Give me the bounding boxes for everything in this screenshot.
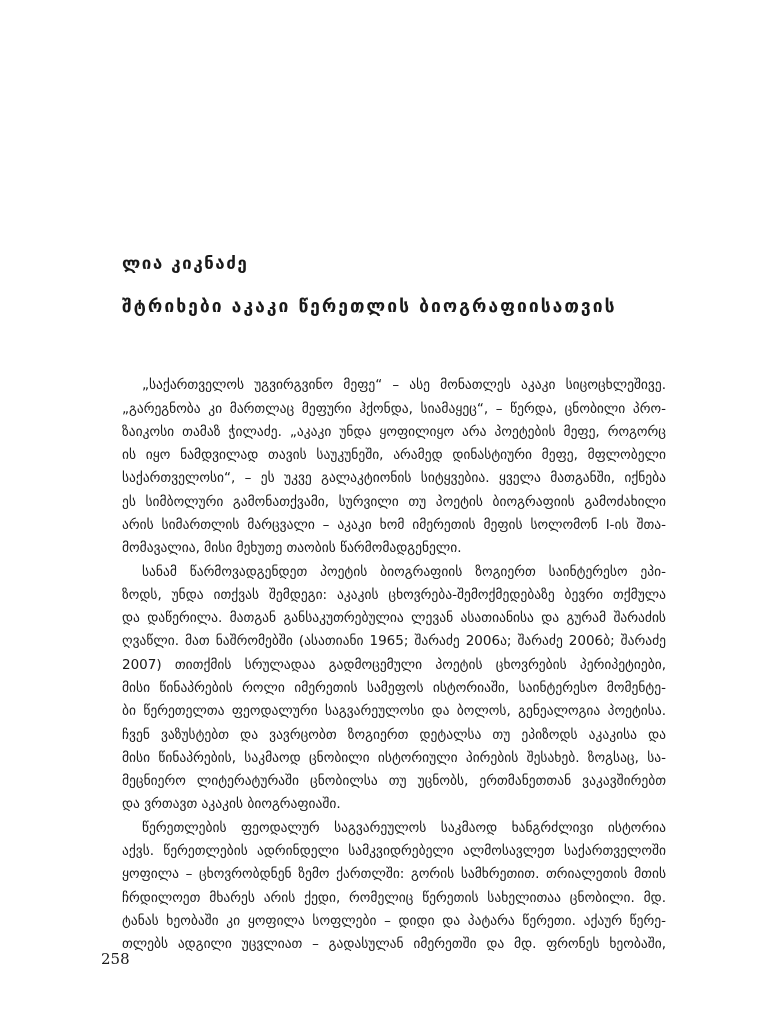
text-line: ჩრდილოეთ მხარეს არის ქედი, რომელიც წერეთის სახელითაა ცნობილი. მდ. — [122, 890, 666, 906]
text-line: ზოდს, უნდა ითქვას შემდეგი: აკაკის ცხოვრება-შემოქმედებაზე ბევრი თქმულა — [122, 587, 666, 603]
text-line: მისი წინაპრების როლი იმერეთის სამეფოს ისტორიაში, საინტერესო მომენტე- — [122, 680, 666, 696]
text-line: თლებს ადგილი უცვლიათ – გადასულან იმერეთში და მდ. ფრონეს ხეობაში, — [122, 936, 666, 952]
text-line: მომავალია, მისი მეხუთე თაობის წარმომადგენელი. — [122, 540, 462, 556]
text-line: „გარეგნობა კი მართლაც მეფური ჰქონდა, სიამაყეც“, – წერდა, ცნობილი პრო- — [122, 401, 666, 417]
text-line: ეს სიმბოლური გამონათქვამი, სურვილი თუ პოეტის ბიოგრაფიის გამოძახილი — [122, 494, 666, 510]
text-line: ტანას ხეობაში კი ყოფილა სოფლები – დიდი და პატარა წერეთი. აქაურ წერე- — [122, 913, 666, 929]
text-line: და დაწერილა. მათგან განსაკუთრებულია ლევან ასათიანისა და გურამ შარაძის — [122, 610, 666, 626]
text-line: ღვაწლი. მათ ნაშრომებში (ასათიანი 1965; შარაძე 2006ა; შარაძე 2006ბ; შარაძე — [122, 633, 666, 649]
text-line: ჩვენ ვაზუსტებთ და ვავრცობთ ზოგიერთ დეტალსა თუ ეპიზოდს აკაკისა და — [122, 727, 666, 743]
text-line: ის იყო ნამდვილად თავის საუკუნეში, არამედ დინასტიური მეფე, მფლობელი — [122, 447, 666, 463]
text-line: „საქართველოს უგვირგვინო მეფე“ – ასე მონათლეს აკაკი სიცოცხლეშივე. — [142, 377, 666, 393]
text-line: წერეთლების ფეოდალურ საგვარეულოს საკმაოდ ხანგრძლივი ისტორია — [142, 820, 666, 836]
author-name: ლია კიკნაძე — [122, 254, 249, 274]
text-line: საქართველოსი“, – ეს უკვე გალაკტიონის სიტყვებია. ყველა მათგანში, იქნება — [122, 470, 666, 486]
article-title: შტრიხები აკაკი წერეთლის ბიოგრაფიისათვის — [122, 297, 617, 317]
text-line: მისი წინაპრების, საკმაოდ ცნობილი ისტორიული პირების შესახებ. ზოგსაც, სა- — [122, 750, 666, 766]
text-line: ზაიკოსი თამაზ ჭილაძე. „აკაკი უნდა ყოფილიყო არა პოეტების მეფე, როგორც — [122, 424, 666, 440]
text-line: მეცნიერო ლიტერატურაში ცნობილსა თუ უცნობს, ერთმანეთთან ვაკავშირებთ — [122, 773, 666, 789]
text-line: ყოფილა – ცხოვრობდნენ ზემო ქართლში: გორის სამხრეთით. თრიალეთის მთის — [122, 866, 666, 882]
text-line: 2007) თითქმის სრულადაა გადმოცემული პოეტის ცხოვრების პერიპეტიები, — [122, 657, 666, 673]
page-number: 258 — [101, 950, 130, 968]
text-line: და ვრთავთ აკაკის ბიოგრაფიაში. — [122, 796, 341, 812]
text-line: არის სიმართლის მარცვალი – აკაკი ხომ იმერეთის მეფის სოლომონ I-ის შთა- — [122, 517, 666, 533]
text-line: ბი წერეთელთა ფეოდალური საგვარეულოსი და ბოლოს, გენეალოგია პოეტისა. — [122, 703, 666, 719]
text-line: აქვს. წერეთლების ადრინდელი სამკვიდრებელი ალმოსავლეთ საქართველოში — [122, 843, 666, 859]
text-line: სანამ წარმოვადგენდეთ პოეტის ბიოგრაფიის ზოგიერთ საინტერესო ეპი- — [142, 564, 666, 580]
